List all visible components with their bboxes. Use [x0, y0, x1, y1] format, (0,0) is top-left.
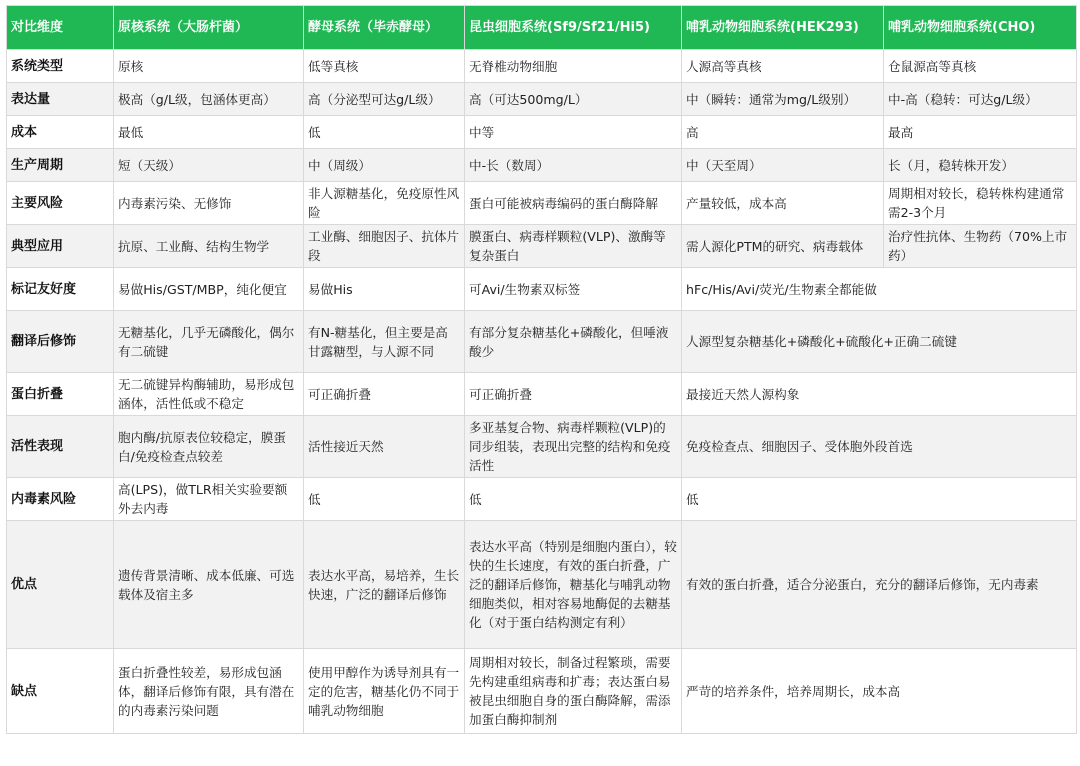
table-row	[7, 225, 1077, 268]
table-cell: 可Avi/生物素双标签	[465, 268, 682, 311]
table-cell: 遗传背景清晰、成本低廉、可选载体及宿主多	[114, 521, 304, 649]
table-cell: 低	[304, 478, 465, 521]
table-cell: 内毒素污染、无修饰	[114, 182, 304, 225]
table-cell: 高（可达500mg/L）	[465, 83, 682, 116]
table-cell: 工业酶、细胞因子、抗体片段	[304, 225, 465, 268]
row-label: 内毒素风险	[7, 478, 114, 521]
comparison-table-container	[6, 5, 1076, 734]
table-cell: 多亚基复合物、病毒样颗粒(VLP)的同步组装，表现出完整的结构和免疫活性	[465, 416, 682, 478]
table-row	[7, 311, 1077, 373]
row-label: 优点	[7, 521, 114, 649]
table-cell-merged: hFc/His/Avi/荧光/生物素全都能做	[682, 268, 1077, 311]
table-cell: 产量较低，成本高	[682, 182, 884, 225]
table-cell: 仓鼠源高等真核	[884, 50, 1077, 83]
table-cell: 可正确折叠	[304, 373, 465, 416]
table-cell-merged: 低	[682, 478, 1077, 521]
table-cell: 长（月，稳转株开发）	[884, 149, 1077, 182]
table-row	[7, 373, 1077, 416]
header-insect: 昆虫细胞系统(Sf9/Sf21/Hi5)	[465, 6, 682, 50]
table-cell: 可正确折叠	[465, 373, 682, 416]
table-cell: 高（分泌型可达g/L级）	[304, 83, 465, 116]
header-prokaryotic: 原核系统（大肠杆菌）	[114, 6, 304, 50]
table-cell: 表达水平高，易培养，生长快速，广泛的翻译后修饰	[304, 521, 465, 649]
comparison-table	[6, 5, 1077, 734]
table-cell: 蛋白折叠性较差，易形成包涵体，翻译后修饰有限，具有潜在的内毒素污染问题	[114, 649, 304, 734]
table-cell: 活性接近天然	[304, 416, 465, 478]
row-label: 蛋白折叠	[7, 373, 114, 416]
table-cell: 中（天至周）	[682, 149, 884, 182]
table-row	[7, 478, 1077, 521]
table-cell: 最高	[884, 116, 1077, 149]
table-cell-merged: 免疫检查点、细胞因子、受体胞外段首选	[682, 416, 1077, 478]
header-cho: 哺乳动物细胞系统(CHO)	[884, 6, 1077, 50]
table-row	[7, 649, 1077, 734]
header-hek293: 哺乳动物细胞系统(HEK293)	[682, 6, 884, 50]
table-cell: 膜蛋白、病毒样颗粒(VLP)、激酶等复杂蛋白	[465, 225, 682, 268]
row-label: 成本	[7, 116, 114, 149]
row-label: 表达量	[7, 83, 114, 116]
table-cell: 低	[304, 116, 465, 149]
table-cell: 易做His/GST/MBP，纯化便宜	[114, 268, 304, 311]
table-cell: 蛋白可能被病毒编码的蛋白酶降解	[465, 182, 682, 225]
row-label: 标记友好度	[7, 268, 114, 311]
table-cell: 中（周级）	[304, 149, 465, 182]
table-cell: 无二硫键异构酶辅助，易形成包涵体，活性低或不稳定	[114, 373, 304, 416]
table-row	[7, 416, 1077, 478]
table-cell: 易做His	[304, 268, 465, 311]
row-label: 系统类型	[7, 50, 114, 83]
header-yeast: 酵母系统（毕赤酵母）	[304, 6, 465, 50]
table-row	[7, 83, 1077, 116]
table-cell: 治疗性抗体、生物药（70%上市药）	[884, 225, 1077, 268]
table-cell-merged: 严苛的培养条件，培养周期长，成本高	[682, 649, 1077, 734]
table-row	[7, 116, 1077, 149]
table-cell: 表达水平高（特别是细胞内蛋白），较快的生长速度，有效的蛋白折叠，广泛的翻译后修饰，糖基化与哺乳动物细胞类似，相对容易地酶促的去糖基化（对于蛋白结构测定有利）	[465, 521, 682, 649]
table-cell: 有部分复杂糖基化+磷酸化，但唾液酸少	[465, 311, 682, 373]
table-cell: 最低	[114, 116, 304, 149]
table-cell: 极高（g/L级，包涵体更高）	[114, 83, 304, 116]
table-cell: 中等	[465, 116, 682, 149]
table-cell: 高	[682, 116, 884, 149]
table-cell: 低等真核	[304, 50, 465, 83]
row-label: 缺点	[7, 649, 114, 734]
row-label: 主要风险	[7, 182, 114, 225]
table-cell: 人源高等真核	[682, 50, 884, 83]
table-cell: 非人源糖基化，免疫原性风险	[304, 182, 465, 225]
table-row	[7, 182, 1077, 225]
table-cell: 中-高（稳转：可达g/L级）	[884, 83, 1077, 116]
header-dimension: 对比维度	[7, 6, 114, 50]
table-cell: 有N-糖基化，但主要是高甘露糖型，与人源不同	[304, 311, 465, 373]
table-cell-merged: 最接近天然人源构象	[682, 373, 1077, 416]
row-label: 典型应用	[7, 225, 114, 268]
table-cell-merged: 人源型复杂糖基化+磷酸化+硫酸化+正确二硫键	[682, 311, 1077, 373]
table-cell: 低	[465, 478, 682, 521]
table-cell: 抗原、工业酶、结构生物学	[114, 225, 304, 268]
table-cell: 使用甲醇作为诱导剂具有一定的危害，糖基化仍不同于哺乳动物细胞	[304, 649, 465, 734]
table-cell: 中-长（数周）	[465, 149, 682, 182]
table-cell: 无脊椎动物细胞	[465, 50, 682, 83]
table-cell: 周期相对较长，稳转株构建通常需2-3个月	[884, 182, 1077, 225]
header-row	[7, 6, 1077, 50]
table-cell: 无糖基化，几乎无磷酸化，偶尔有二硫键	[114, 311, 304, 373]
row-label: 活性表现	[7, 416, 114, 478]
row-label: 翻译后修饰	[7, 311, 114, 373]
table-cell: 周期相对较长，制备过程繁琐，需要先构建重组病毒和扩毒；表达蛋白易被昆虫细胞自身的蛋白酶降解，需添加蛋白酶抑制剂	[465, 649, 682, 734]
table-cell: 高(LPS)，做TLR相关实验要额外去内毒	[114, 478, 304, 521]
table-row	[7, 50, 1077, 83]
table-cell: 胞内酶/抗原表位较稳定，膜蛋白/免疫检查点较差	[114, 416, 304, 478]
table-cell-merged: 有效的蛋白折叠，适合分泌蛋白，充分的翻译后修饰，无内毒素	[682, 521, 1077, 649]
table-row	[7, 268, 1077, 311]
table-cell: 中（瞬转：通常为mg/L级别）	[682, 83, 884, 116]
table-row	[7, 149, 1077, 182]
table-cell: 需人源化PTM的研究、病毒载体	[682, 225, 884, 268]
row-label: 生产周期	[7, 149, 114, 182]
table-cell: 短（天级）	[114, 149, 304, 182]
table-row	[7, 521, 1077, 649]
table-cell: 原核	[114, 50, 304, 83]
